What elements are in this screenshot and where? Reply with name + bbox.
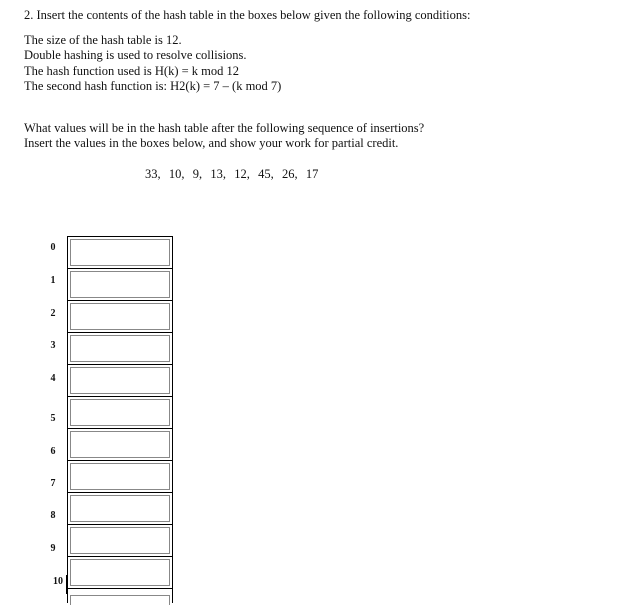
slot-box [70,303,170,330]
slot-box [70,559,170,586]
slot-index-7: 7 [50,478,56,489]
slot-index-2: 2 [50,308,56,319]
hash-table-slot-2[interactable] [68,301,172,333]
slot-box [70,527,170,554]
slot-box [70,271,170,298]
index-divider [66,575,67,594]
hash-table-slot-9[interactable] [68,525,172,557]
slot-box [70,463,170,490]
slot-index-8: 8 [50,510,56,521]
slot-index-10: 10 [53,576,63,587]
hash-table-slot-1[interactable] [68,269,172,301]
condition-collision-method: Double hashing is used to resolve collisions. [24,48,247,62]
slot-box [70,335,170,362]
hash-table [67,236,173,603]
insertion-sequence: 33, 10, 9, 13, 12, 45, 26, 17 [145,167,319,181]
slot-box [70,595,170,605]
hash-table-slot-11[interactable] [68,593,172,603]
instruction-question: What values will be in the hash table after the following sequence of insertions? [24,121,425,135]
slot-box [70,239,170,266]
hash-table-slot-4[interactable] [68,365,172,397]
slot-box [70,431,170,458]
hash-table-slot-6[interactable] [68,429,172,461]
hash-table-slot-7[interactable] [68,461,172,493]
instruction-insert: Insert the values in the boxes below, and show your work for partial credit. [24,136,399,150]
hash-table-slot-5[interactable] [68,397,172,429]
question-title: 2. Insert the contents of the hash table in the boxes below given the following conditions: [24,8,471,22]
slot-index-1: 1 [50,275,56,286]
slot-box [70,495,170,522]
slot-box [70,399,170,426]
condition-table-size: The size of the hash table is 12. [24,33,182,47]
slot-index-3: 3 [50,340,56,351]
slot-index-4: 4 [50,373,56,384]
condition-second-hash-function: The second hash function is: H2(k) = 7 – (k mod 7) [24,79,282,93]
slot-index-0: 0 [50,242,56,253]
slot-index-9: 9 [50,543,56,554]
hash-table-slot-8[interactable] [68,493,172,525]
condition-hash-function: The hash function used is H(k) = k mod 12 [24,64,240,78]
slot-box [70,367,170,394]
slot-index-6: 6 [50,446,56,457]
slot-index-5: 5 [50,413,56,424]
hash-table-slot-0[interactable] [68,237,172,269]
hash-table-slot-10[interactable] [68,557,172,589]
hash-table-slot-3[interactable] [68,333,172,365]
